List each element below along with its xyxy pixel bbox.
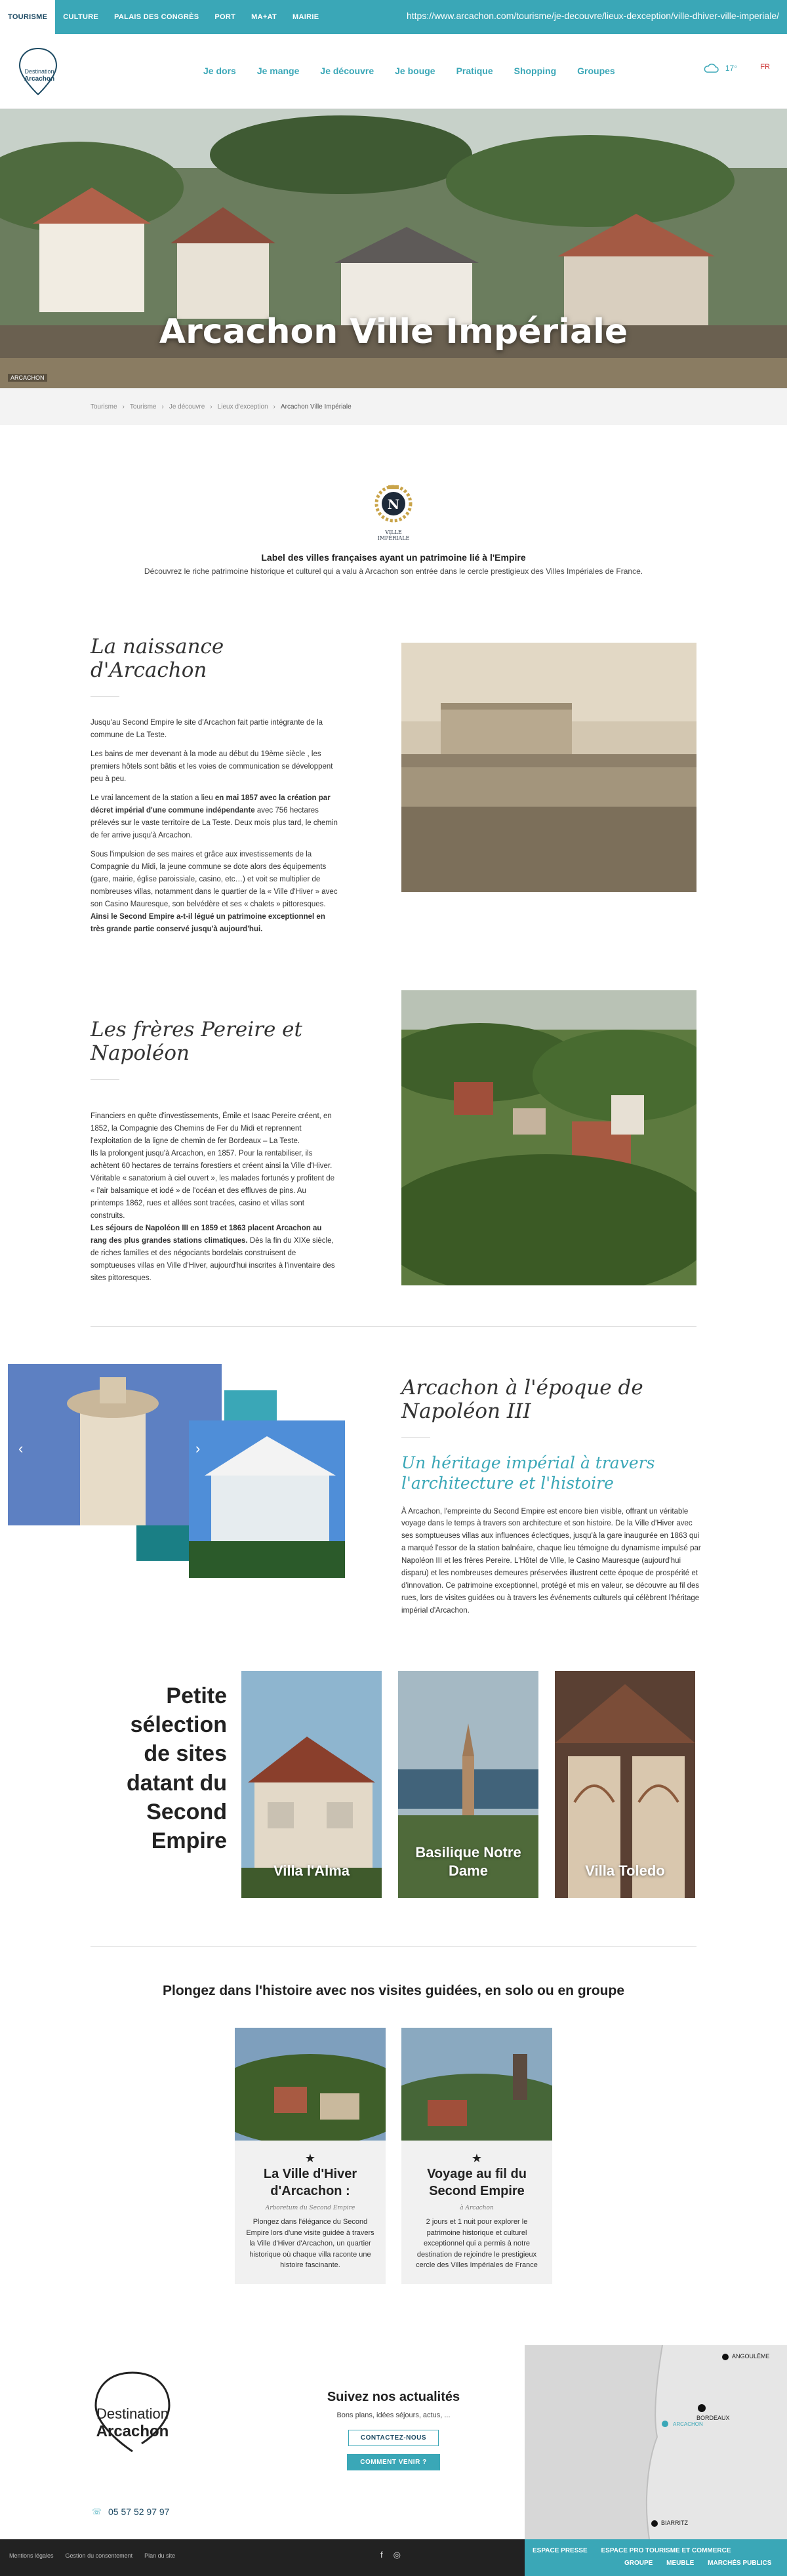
emblem-text-2: IMPÉRIALE: [377, 535, 410, 541]
label-title: Label des villes françaises ayant un patrimoine lié à l'Empire: [261, 552, 526, 563]
naissance-title: La naissance d'Arcachon: [91, 635, 224, 682]
label-section: [0, 483, 787, 576]
nav-je-dors[interactable]: Je dors: [203, 66, 236, 76]
instagram-icon[interactable]: ◎: [393, 2550, 401, 2560]
map-image: [525, 2345, 787, 2539]
tour-title: Voyage au fil du Second Empire: [427, 2167, 527, 2198]
nav-je-mange[interactable]: Je mange: [256, 66, 300, 76]
press-link[interactable]: ESPACE PRESSE: [533, 2547, 588, 2554]
section-naissance: [0, 635, 787, 950]
tab-mairie[interactable]: MAIRIE: [293, 13, 319, 21]
cloud-icon: [703, 63, 719, 73]
pereire-p1: Financiers en quête d'investissements, Émile et Isaac Pereire créent, en 1852, la Compagnie des Chemins de Fer du Midi et reprennent l'exploitation de la ligne de chemin de fer Bordeaux – La Teste.: [91, 1112, 332, 1145]
tab-maat[interactable]: MA+AT: [251, 13, 277, 21]
breadcrumb-item[interactable]: Tourisme: [91, 403, 117, 411]
tour-card-image: [401, 2028, 552, 2141]
logo-line1: Destination: [24, 68, 54, 75]
pereire-p2: Ils la prolongent jusqu'à Arcachon, en 1857. Pour la rentabiliser, ils achètent 60 hectares de terrains forestiers et créent ainsi la Ville d'Hiver. Véritable « sanatorium à ciel ouvert », les malades fortunés y profitent de « l'air balsamique et iodé » de l'océan et des effluves de pins. Au printemps 1862, rues et allées sont tracées, casino et villas sont construits.: [91, 1149, 335, 1220]
breadcrumb-current: Arcachon Ville Impériale: [280, 403, 352, 411]
footer-phone[interactable]: ☏ 05 57 52 97 97: [92, 2506, 170, 2517]
contact-button[interactable]: CONTACTEZ-NOUS: [348, 2430, 439, 2446]
epoque-title: Arcachon à l'époque de Napoléon III: [401, 1376, 643, 1423]
ville-imperiale-emblem: [373, 483, 414, 543]
tour-card-image: [235, 2028, 386, 2141]
gallery-prev-icon[interactable]: ‹: [18, 1440, 24, 1457]
tour-card[interactable]: [235, 2028, 386, 2284]
pro-link[interactable]: ESPACE PRO TOURISME ET COMMERCE: [601, 2547, 731, 2554]
selection-title: Petite sélection de sites datant du Second Empire: [127, 1683, 227, 1853]
photo-credit: ARCACHON: [8, 374, 47, 382]
gallery-next-icon[interactable]: ›: [195, 1440, 201, 1457]
map-label: BORDEAUX: [696, 2415, 730, 2421]
directions-button[interactable]: COMMENT VENIR ?: [347, 2454, 439, 2470]
site-card-label: Basilique Notre Dame: [415, 1844, 521, 1879]
star-icon: ★: [304, 2152, 316, 2165]
pereire-title: Les frères Pereire et Napoléon: [91, 1018, 302, 1065]
language-selector[interactable]: FR: [760, 63, 770, 71]
section-divider: [91, 1326, 696, 1327]
svg-text:N: N: [387, 496, 400, 512]
nav-shopping[interactable]: Shopping: [514, 66, 557, 76]
tab-palais[interactable]: PALAIS DES CONGRÈS: [114, 13, 199, 21]
footer-bar: [0, 2539, 787, 2576]
site-card-label: Villa l'Alma: [273, 1862, 350, 1879]
tour-title: La Ville d'Hiver d'Arcachon :: [263, 2167, 357, 2198]
tour-desc: Plongez dans l'élégance du Second Empire lors d'une visite guidée à travers la Ville d'Hiver d'Arcachon, un quartier historique où chaque villa raconte une histoire fascinante.: [246, 2218, 374, 2269]
breadcrumb-item[interactable]: Tourisme: [129, 403, 157, 411]
pereire-p3: Les séjours de Napoléon III en 1859 et 1863 placent Arcachon au rang des plus grandes stations climatiques. Dès la fin du XIXe siècle, de riches familles et des négociants bordelais construisent de somptueuses villas en Ville d'Hiver, aujourd'hui inscrites à l'inventaire des sites pittoresques.: [91, 1224, 335, 1282]
consent-link[interactable]: Gestion du consentement: [65, 2552, 133, 2559]
label-subtitle: Découvrez le riche patrimoine historique et culturel qui a valu à Arcachon son entrée dans le cercle prestigieux des Villes Impériales de France.: [144, 567, 643, 576]
news-subtitle: Bons plans, idées séjours, actus, ...: [336, 2411, 451, 2419]
weather[interactable]: [703, 63, 737, 73]
naissance-p4: Sous l'impulsion de ses maires et grâce aux investissements de la Compagnie du Midi, la jeune commune se dote alors des équipements (gare, mairie, église paroissiale, casino, etc…) et voit se multiplier de nombreuses villas, notamment dans le quartier de la « Ville d'Hiver » avec son Casino Mauresque, son belvédère et ses « chalets » pittoresques.: [91, 850, 338, 908]
tour-desc: 2 jours et 1 nuit pour explorer le patrimoine historique et culturel exceptionnel qui a permis à notre destination de rejoindre le prestigieux cercle des Villes Impériales de France: [416, 2218, 538, 2269]
section-epoque: [0, 1364, 787, 1615]
site-card-toledo[interactable]: [555, 1671, 695, 1898]
map-label: BIARRITZ: [661, 2520, 689, 2526]
logo[interactable]: [17, 46, 59, 98]
groupe-link[interactable]: GROUPE: [624, 2560, 653, 2567]
nav-je-bouge[interactable]: Je bouge: [395, 66, 435, 76]
news-title: Suivez nos actualités: [327, 2390, 460, 2404]
tour-subtitle: Arboretum du Second Empire: [265, 2205, 355, 2211]
footer-logo-line1: Destination: [96, 2405, 169, 2422]
map[interactable]: [525, 2345, 787, 2539]
breadcrumb: Tourisme › Tourisme › Je découvre › Lieux d'exception › Arcachon Ville Impériale: [0, 388, 787, 425]
section-pereire: [0, 990, 787, 1292]
tour-card[interactable]: [401, 2028, 552, 2284]
hero: [0, 109, 787, 388]
meuble-link[interactable]: MEUBLE: [666, 2560, 695, 2567]
divider: [91, 1079, 119, 1080]
visites-title: Plongez dans l'histoire avec nos visites guidées, en solo ou en groupe: [163, 1983, 624, 1998]
breadcrumb-item[interactable]: Je découvre: [169, 403, 205, 411]
site-card-label: Villa Toledo: [585, 1862, 665, 1879]
epoque-text: À Arcachon, l'empreinte du Second Empire est encore bien visible, offrant un véritable voyage dans le temps à travers son architecture et son histoire. De la Ville d'Hiver avec ses somptueuses villas aux influences éclectiques, jusqu'à la gare inaugurée en 1863 qui a marqué l'essor de la station balnéaire, chaque lieu témoigne du dynamisme impulsé par Napoléon III et les frères Pereire. L'Hôtel de Ville, le Casino Mauresque (aujourd'hui disparu) et les nombreuses demeures préservées illustrent cette époque de prospérité et d'innovation. Ce patrimoine exceptionnel, protégé et mis en valeur, se découvre au fil des rues, lors de visites guidées ou à travers les événements culturels qui célèbrent l'héritage impérial d'Arcachon.: [401, 1507, 701, 1615]
epoque-subtitle: Un héritage impérial à travers l'architecture et l'histoire: [401, 1453, 655, 1493]
page-url: https://www.arcachon.com/tourisme/je-decouvre/lieux-dexception/ville-dhiver-ville-imperiale/: [406, 10, 779, 21]
divider: [91, 696, 119, 697]
legal-link[interactable]: Mentions légales: [9, 2552, 54, 2559]
tour-subtitle: à Arcachon: [460, 2205, 494, 2211]
nav-je-decouvre[interactable]: Je découvre: [320, 66, 374, 76]
epoque-gallery: [8, 1364, 355, 1587]
phone-icon: ☏: [92, 2507, 102, 2516]
site-header: [0, 34, 787, 109]
map-label: ARCACHON: [673, 2421, 703, 2427]
logo-line2: Arcachon: [24, 75, 55, 83]
hero-title: Arcachon Ville Impériale: [159, 312, 628, 352]
footer: [0, 2345, 787, 2539]
naissance-photo: [401, 643, 696, 892]
facebook-icon[interactable]: f: [380, 2550, 383, 2560]
naissance-p1: Jusqu'au Second Empire le site d'Arcachon fait partie intégrante de la commune de La Teste.: [91, 719, 323, 739]
section-divider: [91, 1946, 696, 1947]
nav-groupes[interactable]: Groupes: [577, 66, 615, 76]
naissance-p2: Les bains de mer devenant à la mode au début du 19ème siècle , les premiers hôtels sont bâtis et les voies de communication se développent peu à peu.: [91, 750, 333, 783]
footer-logo[interactable]: [73, 2369, 192, 2454]
marches-link[interactable]: MARCHÉS PUBLICS: [708, 2560, 772, 2567]
breadcrumb-item[interactable]: Lieux d'exception: [217, 403, 268, 411]
section-selection: [0, 1671, 787, 1901]
emblem-text-1: VILLE: [385, 529, 402, 535]
nav-pratique[interactable]: Pratique: [456, 66, 493, 76]
sitemap-link[interactable]: Plan du site: [144, 2552, 176, 2559]
top-bar: [0, 0, 787, 34]
tab-port[interactable]: PORT: [214, 13, 236, 21]
tab-tourisme[interactable]: TOURISME: [0, 0, 55, 34]
main-nav: [203, 66, 636, 76]
pereire-photo: [401, 990, 696, 1285]
temperature: 17°: [725, 64, 737, 73]
footer-logo-line2: Arcachon: [96, 2423, 169, 2440]
star-icon: ★: [471, 2152, 483, 2165]
site-card-alma[interactable]: [241, 1671, 382, 1898]
map-label: ANGOULÊME: [732, 2353, 770, 2360]
section-visites: [0, 1983, 787, 2324]
tab-culture[interactable]: CULTURE: [63, 13, 99, 21]
naissance-p3: Le vrai lancement de la station a lieu en mai 1857 avec la création par décret impérial d'une commune indépendante avec 756 hectares prélevés sur le vaste territoire de La Teste. Deux mois plus tard, le chemin de fer arrive jusqu'à Arcachon.: [91, 794, 338, 839]
site-card-basilique[interactable]: [398, 1671, 538, 1898]
naissance-p5: Ainsi le Second Empire a-t-il légué un patrimoine exceptionnel en très grande partie conservé jusqu'à aujourd'hui.: [91, 912, 325, 933]
